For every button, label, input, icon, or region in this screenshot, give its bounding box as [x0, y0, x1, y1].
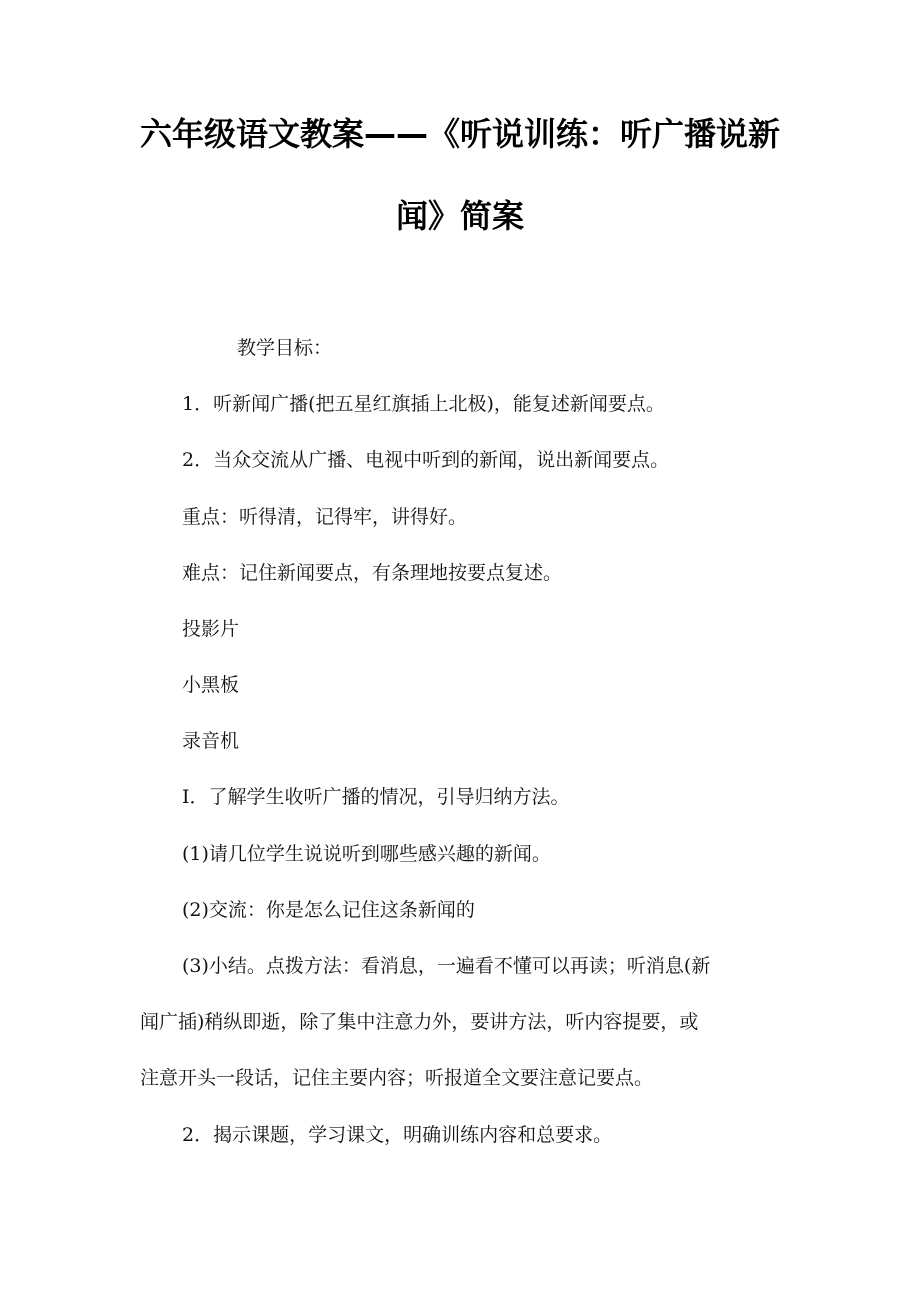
material-projector-slides: 投影片 [182, 618, 240, 640]
document-title-line-2: 闻》简案 [395, 197, 524, 235]
key-point: 重点：听得清，记得牢，讲得好。 [182, 506, 468, 528]
step-1-item-2: (2)交流：你是怎么记住这条新闻的 [182, 899, 475, 921]
material-small-blackboard: 小黑板 [182, 674, 240, 696]
step-2-heading: 2．揭示课题，学习课文，明确训练内容和总要求。 [182, 1124, 613, 1146]
step-1-item-3-line-1: (3)小结。点拨方法：看消息，一遍看不懂可以再读；听消息(新 [182, 955, 711, 977]
teaching-objectives-heading: 教学目标： [237, 337, 333, 359]
material-tape-recorder: 录音机 [182, 730, 240, 752]
objective-1: 1．听新闻广播(把五星红旗插上北极)，能复述新闻要点。 [182, 393, 665, 415]
objective-2: 2．当众交流从广播、电视中听到的新闻，说出新闻要点。 [182, 449, 670, 471]
difficult-point: 难点：记住新闻要点，有条理地按要点复述。 [182, 562, 563, 584]
step-1-item-3-line-2: 闻广插)稍纵即逝，除了集中注意力外，要讲方法，听内容提要，或 [140, 1011, 699, 1033]
step-1-item-3-line-3: 注意开头一段话，记住主要内容；听报道全文要注意记要点。 [140, 1067, 654, 1089]
step-1-heading: I．了解学生收听广播的情况，引导归纳方法。 [182, 786, 570, 808]
step-1-item-1: (1)请几位学生说说听到哪些感兴趣的新闻。 [182, 843, 551, 865]
document-title-line-1: 六年级语文教案——《听说训练：听广播说新 [140, 115, 781, 153]
